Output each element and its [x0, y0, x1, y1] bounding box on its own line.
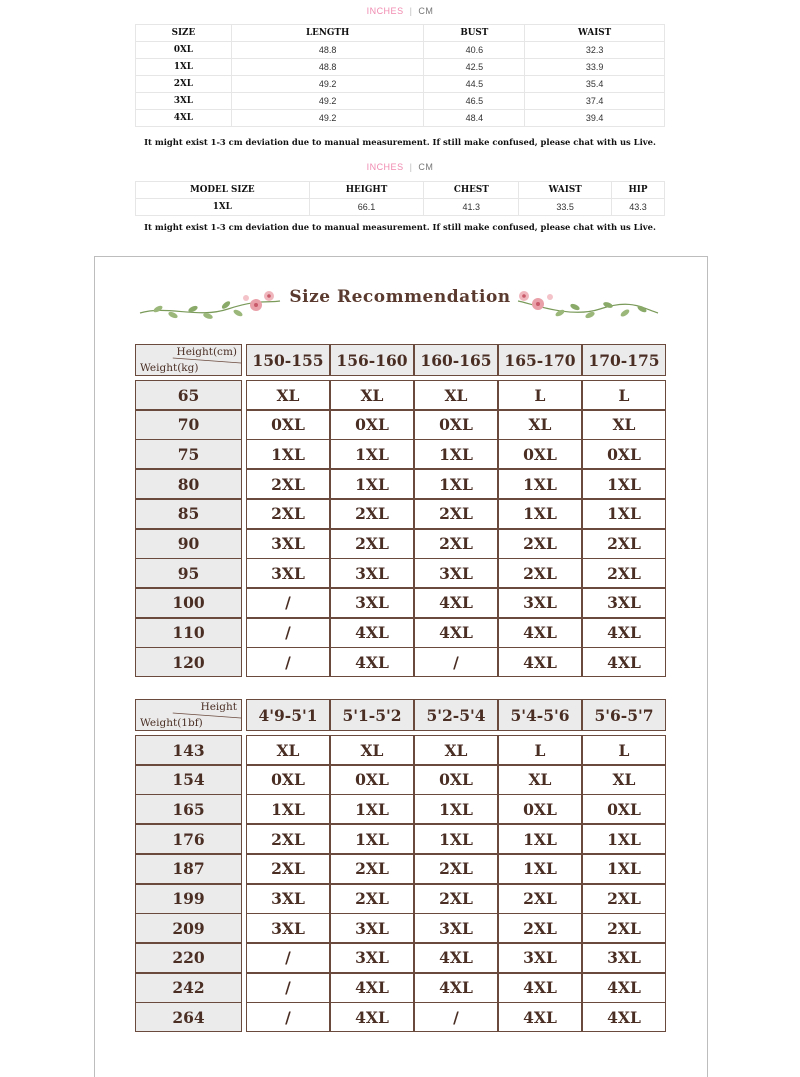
- size-recommendation-cell: XL: [330, 735, 414, 765]
- model-measurement-table: [135, 181, 665, 216]
- size-recommendation-cell: 4XL: [330, 618, 414, 648]
- weight-value-cell: 264: [135, 1002, 242, 1032]
- size-recommendation-cell: 1XL: [582, 469, 666, 499]
- size-recommendation-cell: 4XL: [330, 973, 414, 1003]
- size-recommendation-cell: 4XL: [414, 618, 498, 648]
- table-header-row: [136, 182, 665, 199]
- size-recommendation-cell: 2XL: [246, 499, 330, 529]
- size-recommendation-cell: XL: [246, 380, 330, 410]
- weight-value-cell: 165: [135, 794, 242, 824]
- size-recommendation-cell: 4XL: [582, 1002, 666, 1032]
- column-header: SIZE: [136, 25, 232, 42]
- deviation-note-model: It might exist 1-3 cm deviation due to manual measurement. If still make confused, please chat with us Live.: [144, 222, 656, 232]
- size-recommendation-cell: XL: [498, 410, 582, 440]
- size-cell: 4XL: [136, 110, 232, 127]
- size-recommendation-cell: 1XL: [414, 824, 498, 854]
- size-recommendation-cell: 1XL: [498, 854, 582, 884]
- size-recommendation-cell: 2XL: [330, 884, 414, 914]
- measurement-cell: 42.5: [424, 59, 525, 76]
- size-recommendation-cell: /: [246, 618, 330, 648]
- size-recommendation-cell: 4XL: [498, 618, 582, 648]
- measurement-cell: 46.5: [424, 93, 525, 110]
- weight-value-cell: 187: [135, 854, 242, 884]
- size-recommendation-cell: XL: [414, 735, 498, 765]
- unit-separator: |: [409, 162, 413, 172]
- size-recommendation-cell: 0XL: [414, 410, 498, 440]
- measurement-cell: 33.9: [525, 59, 665, 76]
- size-recommendation-cell: 3XL: [582, 943, 666, 973]
- size-recommendation-cell: L: [582, 735, 666, 765]
- inches-tab[interactable]: INCHES: [366, 6, 404, 16]
- size-recommendation-cell: 4XL: [582, 973, 666, 1003]
- size-recommendation-cell: 1XL: [330, 794, 414, 824]
- height-range-header: 170-175: [582, 344, 666, 376]
- column-header: MODEL SIZE: [136, 182, 310, 199]
- weight-value-cell: 220: [135, 943, 242, 973]
- size-recommendation-cell: 4XL: [582, 618, 666, 648]
- weight-value-cell: 110: [135, 618, 242, 648]
- table-row: [136, 42, 665, 59]
- corner-weight-label: Weight(kg): [140, 362, 199, 374]
- measurement-cell: 48.8: [231, 42, 424, 59]
- size-recommendation-cell: XL: [330, 380, 414, 410]
- size-recommendation-cell: 3XL: [414, 558, 498, 588]
- size-recommendation-cell: XL: [246, 735, 330, 765]
- measurement-cell: 39.4: [525, 110, 665, 127]
- unit-separator: |: [409, 6, 413, 16]
- height-range-header: 5'1-5'2: [330, 699, 414, 731]
- size-recommendation-cell: /: [246, 1002, 330, 1032]
- measurement-cell: 49.2: [231, 93, 424, 110]
- corner-weight-label: Weight(1bf): [140, 717, 203, 729]
- size-recommendation-cell: 3XL: [246, 529, 330, 559]
- size-recommendation-cell: 2XL: [582, 913, 666, 943]
- corner-header-cell: [135, 344, 242, 376]
- measurement-cell: 49.2: [231, 76, 424, 93]
- size-recommendation-cell: 1XL: [330, 469, 414, 499]
- unit-toggle-model: [0, 162, 800, 172]
- column-header: WAIST: [519, 182, 612, 199]
- size-recommendation-cell: XL: [498, 765, 582, 795]
- size-recommendation-cell: 3XL: [498, 943, 582, 973]
- size-recommendation-cell: 0XL: [246, 765, 330, 795]
- measurement-cell: 48.8: [231, 59, 424, 76]
- cm-tab[interactable]: CM: [418, 162, 434, 172]
- size-recommendation-cell: /: [414, 1002, 498, 1032]
- size-recommendation-cell: 3XL: [330, 558, 414, 588]
- size-recommendation-cell: 4XL: [498, 1002, 582, 1032]
- measurement-cell: 40.6: [424, 42, 525, 59]
- weight-value-cell: 154: [135, 765, 242, 795]
- model-size-cell: 1XL: [136, 199, 310, 216]
- size-recommendation-cell: 2XL: [246, 854, 330, 884]
- size-recommendation-cell: 2XL: [582, 884, 666, 914]
- weight-value-cell: 176: [135, 824, 242, 854]
- size-recommendation-cell: 4XL: [330, 1002, 414, 1032]
- size-recommendation-cell: 2XL: [498, 529, 582, 559]
- height-range-header: 5'4-5'6: [498, 699, 582, 731]
- size-recommendation-cell: 1XL: [498, 824, 582, 854]
- weight-value-cell: 90: [135, 529, 242, 559]
- corner-height-label: Height: [200, 701, 237, 713]
- height-range-header: 165-170: [498, 344, 582, 376]
- size-recommendation-cell: 0XL: [330, 410, 414, 440]
- size-recommendation-cell: 2XL: [582, 529, 666, 559]
- inches-tab[interactable]: INCHES: [366, 162, 404, 172]
- size-recommendation-cell: 0XL: [498, 439, 582, 469]
- size-recommendation-cell: 2XL: [330, 529, 414, 559]
- column-header: LENGTH: [231, 25, 424, 42]
- size-recommendation-cell: 3XL: [246, 558, 330, 588]
- weight-value-cell: 95: [135, 558, 242, 588]
- weight-value-cell: 120: [135, 647, 242, 677]
- deviation-note: It might exist 1-3 cm deviation due to manual measurement. If still make confused, please chat with us Live.: [144, 137, 656, 147]
- size-recommendation-cell: 4XL: [330, 647, 414, 677]
- size-recommendation-cell: /: [246, 647, 330, 677]
- size-recommendation-cell: 1XL: [330, 824, 414, 854]
- size-recommendation-cell: 3XL: [498, 588, 582, 618]
- table-row: [136, 59, 665, 76]
- table-row: [136, 76, 665, 93]
- measurement-cell: 32.3: [525, 42, 665, 59]
- measurement-cell: 66.1: [309, 199, 424, 216]
- size-recommendation-cell: L: [498, 735, 582, 765]
- size-cell: 1XL: [136, 59, 232, 76]
- size-recommendation-cell: /: [246, 943, 330, 973]
- size-recommendation-cell: 1XL: [582, 854, 666, 884]
- height-range-header: 4'9-5'1: [246, 699, 330, 731]
- height-range-header: 5'2-5'4: [414, 699, 498, 731]
- measurement-cell: 41.3: [424, 199, 519, 216]
- size-recommendation-cell: 4XL: [498, 973, 582, 1003]
- size-recommendation-cell: 0XL: [582, 794, 666, 824]
- height-range-header: 156-160: [330, 344, 414, 376]
- size-recommendation-cell: 1XL: [414, 439, 498, 469]
- size-recommendation-cell: 3XL: [330, 943, 414, 973]
- size-recommendation-cell: 4XL: [414, 973, 498, 1003]
- table-row: [136, 110, 665, 127]
- size-recommendation-cell: 1XL: [330, 439, 414, 469]
- size-recommendation-cell: XL: [582, 765, 666, 795]
- corner-header-cell: [135, 699, 242, 731]
- size-recommendation-cell: 2XL: [414, 884, 498, 914]
- size-recommendation-cell: 2XL: [330, 854, 414, 884]
- right-floral-vine-icon: [510, 285, 660, 325]
- measurement-cell: 44.5: [424, 76, 525, 93]
- size-recommendation-cell: 2XL: [414, 854, 498, 884]
- size-recommendation-cell: 3XL: [582, 588, 666, 618]
- size-recommendation-cell: 2XL: [498, 558, 582, 588]
- size-cell: 2XL: [136, 76, 232, 93]
- column-header: CHEST: [424, 182, 519, 199]
- weight-value-cell: 70: [135, 410, 242, 440]
- garment-measurement-table: [135, 24, 665, 127]
- size-recommendation-cell: 4XL: [414, 943, 498, 973]
- table-header-row: [136, 25, 665, 42]
- size-cell: 0XL: [136, 42, 232, 59]
- column-header: HEIGHT: [309, 182, 424, 199]
- measurement-cell: 49.2: [231, 110, 424, 127]
- recommendation-title-row: [0, 283, 800, 323]
- size-recommendation-cell: 3XL: [330, 913, 414, 943]
- unit-toggle: [0, 6, 800, 16]
- size-recommendation-cell: 2XL: [498, 884, 582, 914]
- size-recommendation-cell: 4XL: [498, 647, 582, 677]
- size-recommendation-cell: 2XL: [498, 913, 582, 943]
- weight-value-cell: 209: [135, 913, 242, 943]
- height-range-header: 5'6-5'7: [582, 699, 666, 731]
- column-header: BUST: [424, 25, 525, 42]
- size-recommendation-cell: 2XL: [330, 499, 414, 529]
- recommendation-title: Size Recommendation: [289, 287, 511, 307]
- size-recommendation-cell: 2XL: [414, 499, 498, 529]
- size-recommendation-cell: 0XL: [582, 439, 666, 469]
- size-recommendation-cell: 1XL: [246, 794, 330, 824]
- measurement-cell: 33.5: [519, 199, 612, 216]
- size-recommendation-cell: 3XL: [330, 588, 414, 618]
- size-recommendation-cell: 0XL: [330, 765, 414, 795]
- size-recommendation-cell: L: [582, 380, 666, 410]
- size-recommendation-cell: L: [498, 380, 582, 410]
- table-row: [136, 199, 665, 216]
- size-recommendation-cell: 1XL: [582, 824, 666, 854]
- weight-value-cell: 100: [135, 588, 242, 618]
- size-recommendation-cell: 2XL: [582, 558, 666, 588]
- size-recommendation-cell: 3XL: [246, 884, 330, 914]
- size-recommendation-cell: 2XL: [246, 469, 330, 499]
- size-recommendation-cell: 3XL: [246, 913, 330, 943]
- size-recommendation-cell: 1XL: [414, 469, 498, 499]
- measurement-cell: 43.3: [612, 199, 665, 216]
- cm-tab[interactable]: CM: [418, 6, 434, 16]
- height-range-header: 150-155: [246, 344, 330, 376]
- table-row: [136, 93, 665, 110]
- weight-value-cell: 75: [135, 439, 242, 469]
- size-recommendation-cell: /: [246, 588, 330, 618]
- size-recommendation-cell: XL: [414, 380, 498, 410]
- height-range-header: 160-165: [414, 344, 498, 376]
- size-recommendation-cell: XL: [582, 410, 666, 440]
- size-recommendation-cell: /: [414, 647, 498, 677]
- size-recommendation-cell: 1XL: [498, 469, 582, 499]
- size-recommendation-cell: 1XL: [498, 499, 582, 529]
- size-recommendation-cell: 2XL: [246, 824, 330, 854]
- weight-value-cell: 85: [135, 499, 242, 529]
- size-recommendation-cell: 0XL: [246, 410, 330, 440]
- measurement-cell: 48.4: [424, 110, 525, 127]
- column-header: HIP: [612, 182, 665, 199]
- size-recommendation-cell: 1XL: [246, 439, 330, 469]
- weight-value-cell: 65: [135, 380, 242, 410]
- size-recommendation-cell: 1XL: [582, 499, 666, 529]
- column-header: WAIST: [525, 25, 665, 42]
- weight-value-cell: 80: [135, 469, 242, 499]
- size-recommendation-cell: /: [246, 973, 330, 1003]
- weight-value-cell: 242: [135, 973, 242, 1003]
- measurement-cell: 35.4: [525, 76, 665, 93]
- size-recommendation-cell: 0XL: [498, 794, 582, 824]
- measurement-cell: 37.4: [525, 93, 665, 110]
- size-recommendation-cell: 3XL: [414, 913, 498, 943]
- size-recommendation-cell: 2XL: [414, 529, 498, 559]
- size-recommendation-cell: 4XL: [582, 647, 666, 677]
- size-recommendation-cell: 4XL: [414, 588, 498, 618]
- corner-height-label: Height(cm): [176, 346, 237, 358]
- size-recommendation-cell: 1XL: [414, 794, 498, 824]
- weight-value-cell: 143: [135, 735, 242, 765]
- size-cell: 3XL: [136, 93, 232, 110]
- size-recommendation-cell: 0XL: [414, 765, 498, 795]
- weight-value-cell: 199: [135, 884, 242, 914]
